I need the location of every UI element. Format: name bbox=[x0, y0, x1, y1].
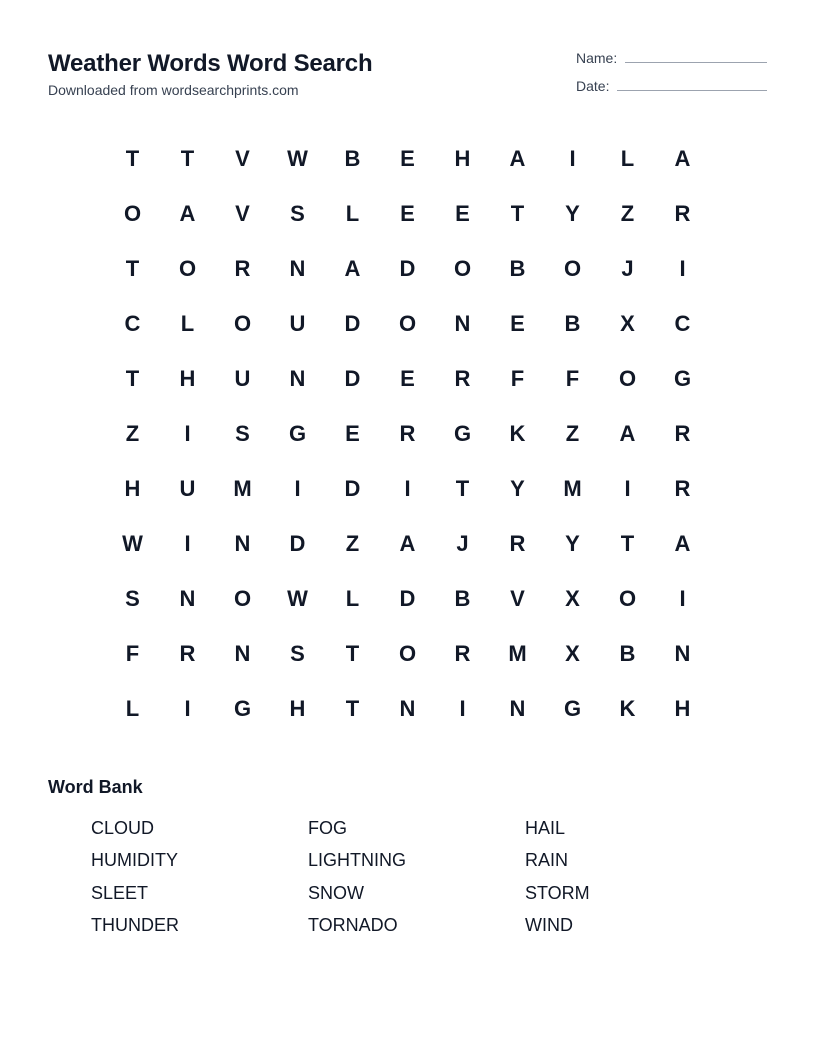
grid-cell[interactable]: H bbox=[289, 695, 306, 721]
grid-cell[interactable]: R bbox=[179, 640, 196, 666]
grid-cell[interactable]: N bbox=[234, 640, 251, 666]
grid-cell[interactable]: A bbox=[509, 145, 526, 171]
grid-row bbox=[105, 351, 710, 406]
grid-cell[interactable]: T bbox=[620, 530, 635, 556]
grid-cell[interactable]: W bbox=[287, 585, 308, 611]
word-bank-item: TORNADO bbox=[308, 915, 398, 936]
grid-cell[interactable]: O bbox=[563, 255, 582, 281]
grid-cell[interactable]: H bbox=[674, 695, 691, 721]
word-bank-title: Word Bank bbox=[48, 777, 143, 797]
page-title: Weather Words Word Search bbox=[48, 50, 373, 77]
grid-cell[interactable]: B bbox=[454, 585, 471, 611]
grid-row bbox=[105, 681, 710, 736]
word-bank-item: HAIL bbox=[525, 817, 566, 838]
word-bank-item: STORM bbox=[525, 882, 590, 903]
grid-cell[interactable]: O bbox=[398, 640, 417, 666]
grid-cell[interactable]: O bbox=[123, 200, 142, 226]
grid-cell[interactable]: X bbox=[565, 640, 580, 666]
grid-cell[interactable]: D bbox=[344, 365, 361, 391]
word-bank-item: FOG bbox=[308, 817, 347, 838]
grid-row bbox=[105, 516, 710, 571]
grid-cell[interactable]: U bbox=[234, 365, 251, 391]
grid-cell[interactable]: V bbox=[235, 145, 250, 171]
grid-cell[interactable]: M bbox=[563, 475, 582, 501]
grid-cell[interactable]: T bbox=[510, 200, 525, 226]
grid-cell[interactable]: W bbox=[122, 530, 143, 556]
grid-cell[interactable]: T bbox=[345, 640, 360, 666]
grid-row bbox=[105, 406, 710, 461]
grid-cell[interactable]: D bbox=[344, 310, 361, 336]
date-field[interactable] bbox=[576, 78, 767, 94]
grid-cell[interactable]: G bbox=[288, 420, 307, 446]
grid-cell[interactable]: R bbox=[234, 255, 251, 281]
grid-row bbox=[105, 571, 710, 626]
grid-cell[interactable]: R bbox=[454, 365, 471, 391]
grid-cell[interactable]: H bbox=[454, 145, 471, 171]
grid-cell[interactable]: N bbox=[399, 695, 416, 721]
date-label: Date: bbox=[576, 78, 610, 94]
grid-row bbox=[105, 626, 710, 681]
grid-cell[interactable]: G bbox=[233, 695, 252, 721]
grid-cell[interactable]: R bbox=[674, 475, 691, 501]
grid-row bbox=[105, 186, 710, 241]
grid-row bbox=[105, 241, 710, 296]
grid-cell[interactable]: D bbox=[289, 530, 306, 556]
grid-cell[interactable]: Z bbox=[620, 200, 635, 226]
grid-cell[interactable]: M bbox=[233, 475, 252, 501]
grid-row bbox=[105, 296, 710, 351]
grid-cell[interactable]: I bbox=[184, 420, 191, 446]
letter-grid bbox=[105, 131, 710, 736]
grid-cell[interactable]: J bbox=[621, 255, 634, 281]
grid-row bbox=[105, 461, 710, 516]
grid-cell[interactable]: V bbox=[510, 585, 525, 611]
word-bank-item: LIGHTNING bbox=[308, 850, 407, 871]
grid-cell[interactable]: T bbox=[345, 695, 360, 721]
grid-cell[interactable]: O bbox=[453, 255, 472, 281]
grid-cell[interactable]: F bbox=[565, 365, 580, 391]
grid-cell[interactable]: L bbox=[125, 695, 140, 721]
grid-cell[interactable]: G bbox=[563, 695, 582, 721]
grid-cell[interactable]: Y bbox=[565, 200, 580, 226]
word-bank-item: RAIN bbox=[525, 850, 569, 871]
word-bank-item: WIND bbox=[525, 915, 573, 936]
grid-cell[interactable]: N bbox=[509, 695, 526, 721]
grid-cell[interactable]: I bbox=[404, 475, 411, 501]
grid-cell[interactable]: A bbox=[674, 145, 691, 171]
grid-cell[interactable]: R bbox=[399, 420, 416, 446]
name-field[interactable] bbox=[576, 50, 767, 66]
grid-cell[interactable]: I bbox=[679, 255, 686, 281]
grid-cell[interactable]: I bbox=[459, 695, 466, 721]
grid-cell[interactable]: L bbox=[345, 200, 360, 226]
grid-cell[interactable]: Y bbox=[565, 530, 580, 556]
grid-cell[interactable]: G bbox=[453, 420, 472, 446]
grid-cell[interactable]: K bbox=[619, 695, 636, 721]
word-bank-item: CLOUD bbox=[91, 817, 155, 838]
grid-cell[interactable]: D bbox=[399, 585, 416, 611]
grid-cell[interactable]: X bbox=[565, 585, 580, 611]
grid-cell[interactable]: R bbox=[674, 420, 691, 446]
grid-cell[interactable]: T bbox=[125, 145, 140, 171]
grid-cell[interactable]: S bbox=[235, 420, 250, 446]
grid-cell[interactable]: O bbox=[618, 365, 637, 391]
grid-cell[interactable]: H bbox=[179, 365, 196, 391]
grid-cell[interactable]: H bbox=[124, 475, 141, 501]
grid-cell[interactable]: A bbox=[674, 530, 691, 556]
grid-cell[interactable]: O bbox=[398, 310, 417, 336]
word-bank-item: HUMIDITY bbox=[91, 850, 178, 871]
grid-cell[interactable]: F bbox=[510, 365, 525, 391]
grid-row bbox=[105, 131, 710, 186]
grid-cell[interactable]: R bbox=[674, 200, 691, 226]
grid-cell[interactable]: I bbox=[184, 695, 191, 721]
grid-cell[interactable]: N bbox=[289, 255, 306, 281]
grid-cell[interactable]: T bbox=[455, 475, 470, 501]
grid-cell[interactable]: O bbox=[233, 310, 252, 336]
grid-cell[interactable]: E bbox=[510, 310, 525, 336]
grid-cell[interactable]: I bbox=[184, 530, 191, 556]
grid-cell[interactable]: I bbox=[624, 475, 631, 501]
grid-cell[interactable]: O bbox=[618, 585, 637, 611]
grid-cell[interactable]: E bbox=[400, 365, 415, 391]
grid-cell[interactable]: W bbox=[287, 145, 308, 171]
grid-cell[interactable]: F bbox=[125, 640, 140, 666]
grid-cell[interactable]: D bbox=[399, 255, 416, 281]
grid-cell[interactable]: T bbox=[180, 145, 195, 171]
word-bank-item: SNOW bbox=[308, 882, 364, 903]
grid-cell[interactable]: E bbox=[400, 200, 415, 226]
grid-cell[interactable]: B bbox=[344, 145, 361, 171]
grid-cell[interactable]: B bbox=[509, 255, 526, 281]
page-subtitle: Downloaded from wordsearchprints.com bbox=[48, 82, 299, 98]
grid-cell[interactable]: Z bbox=[125, 420, 140, 446]
grid-cell[interactable]: J bbox=[456, 530, 469, 556]
grid-cell[interactable]: O bbox=[178, 255, 197, 281]
word-bank bbox=[91, 812, 742, 942]
grid-cell[interactable]: L bbox=[345, 585, 360, 611]
grid-cell[interactable]: B bbox=[564, 310, 581, 336]
grid-cell[interactable]: C bbox=[124, 310, 141, 336]
grid-cell[interactable]: K bbox=[509, 420, 526, 446]
grid-cell[interactable]: C bbox=[674, 310, 691, 336]
grid-cell[interactable]: I bbox=[294, 475, 301, 501]
grid-cell[interactable]: A bbox=[619, 420, 636, 446]
name-label: Name: bbox=[576, 50, 618, 66]
grid-cell[interactable]: N bbox=[674, 640, 691, 666]
grid-cell[interactable]: E bbox=[345, 420, 360, 446]
grid-cell[interactable]: S bbox=[125, 585, 140, 611]
grid-cell[interactable]: I bbox=[569, 145, 576, 171]
grid-cell[interactable]: T bbox=[125, 365, 140, 391]
grid-cell[interactable]: N bbox=[179, 585, 196, 611]
grid-cell[interactable]: Z bbox=[565, 420, 580, 446]
grid-cell[interactable]: E bbox=[455, 200, 470, 226]
date-line[interactable] bbox=[617, 89, 767, 91]
grid-cell[interactable]: U bbox=[289, 310, 306, 336]
grid-cell[interactable]: X bbox=[620, 310, 635, 336]
grid-cell[interactable]: V bbox=[235, 200, 250, 226]
grid-cell[interactable]: R bbox=[509, 530, 526, 556]
grid-cell[interactable]: T bbox=[125, 255, 140, 281]
grid-cell[interactable]: N bbox=[454, 310, 471, 336]
grid-cell[interactable]: A bbox=[179, 200, 196, 226]
grid-cell[interactable]: M bbox=[508, 640, 527, 666]
grid-cell[interactable]: O bbox=[233, 585, 252, 611]
grid-cell[interactable]: D bbox=[344, 475, 361, 501]
grid-cell[interactable]: S bbox=[290, 640, 305, 666]
grid-cell[interactable]: A bbox=[344, 255, 361, 281]
grid-cell[interactable]: S bbox=[290, 200, 305, 226]
grid-cell[interactable]: L bbox=[180, 310, 195, 336]
grid-cell[interactable]: L bbox=[620, 145, 635, 171]
grid-cell[interactable]: Y bbox=[510, 475, 525, 501]
grid-cell[interactable]: N bbox=[289, 365, 306, 391]
grid-cell[interactable]: B bbox=[619, 640, 636, 666]
grid-cell[interactable]: R bbox=[454, 640, 471, 666]
grid-cell[interactable]: N bbox=[234, 530, 251, 556]
grid-cell[interactable]: E bbox=[400, 145, 415, 171]
name-line[interactable] bbox=[625, 61, 767, 63]
word-bank-item: SLEET bbox=[91, 882, 149, 903]
grid-cell[interactable]: G bbox=[673, 365, 692, 391]
word-bank-item: THUNDER bbox=[91, 915, 179, 936]
grid-cell[interactable]: U bbox=[179, 475, 196, 501]
grid-cell[interactable]: Z bbox=[345, 530, 360, 556]
grid-cell[interactable]: I bbox=[679, 585, 686, 611]
grid-cell[interactable]: A bbox=[399, 530, 416, 556]
